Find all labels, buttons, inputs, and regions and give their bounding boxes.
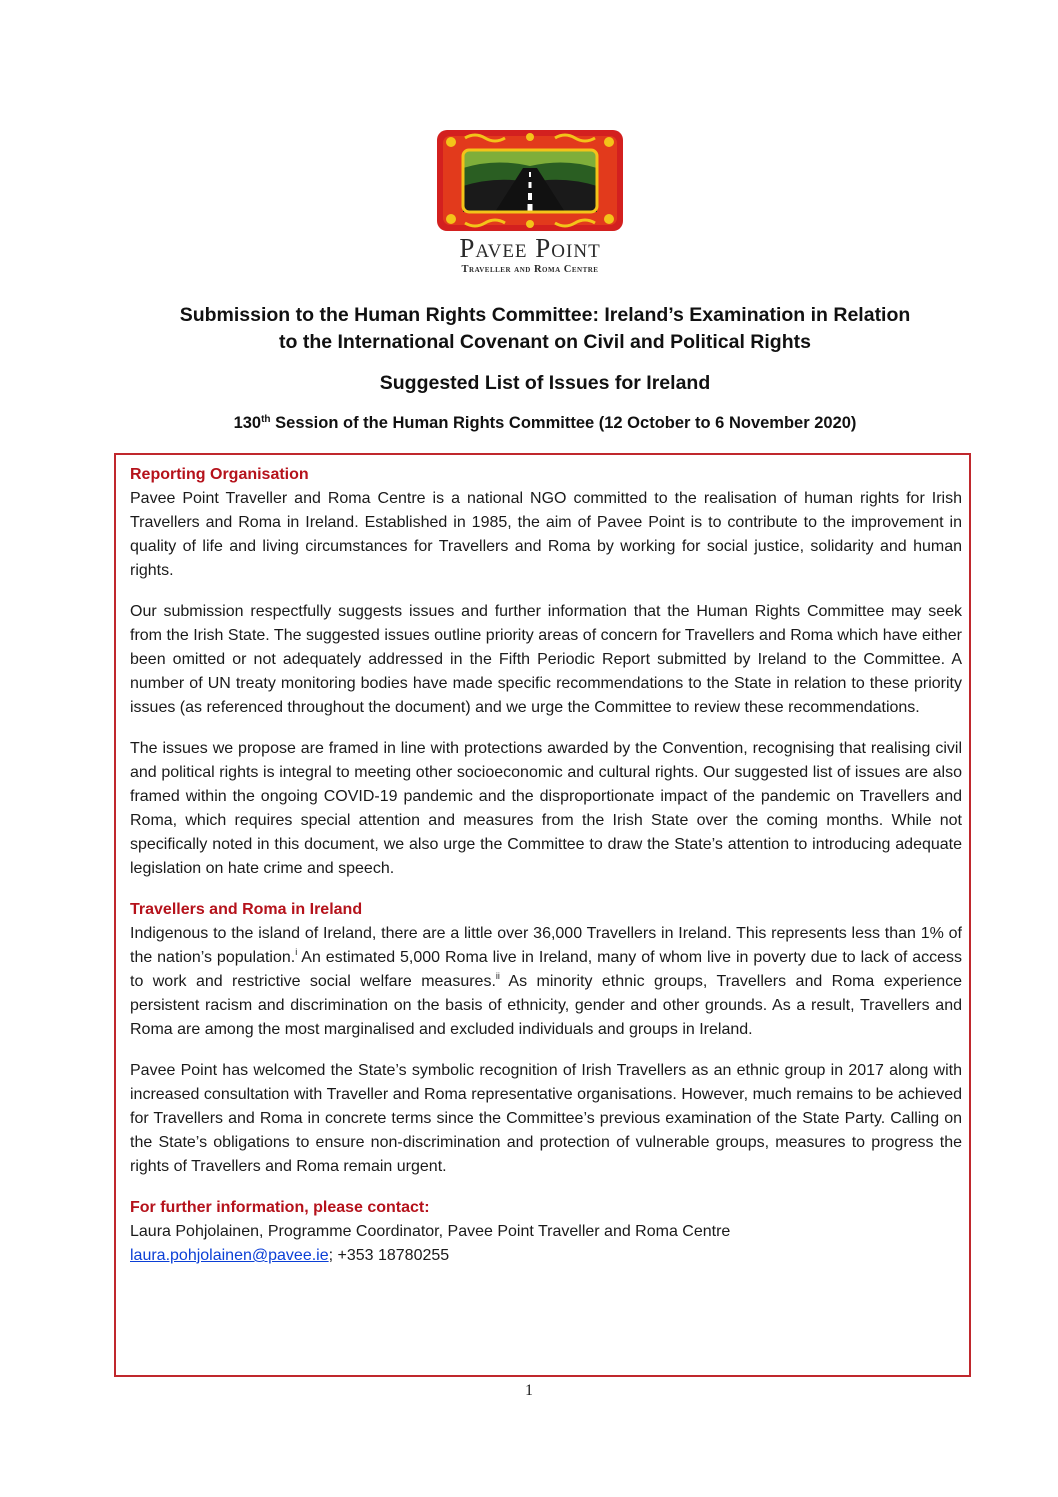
summary-box-content [130, 463, 962, 1268]
contact-name-line: Laura Pohjolainen, Programme Coordinator, Pavee Point Traveller and Roma Centre [130, 1223, 731, 1240]
summary-box [114, 453, 971, 1377]
logo-name: Pavee Point [459, 233, 601, 263]
travellers-paragraph-2: Pavee Point has welcomed the State’s symbolic recognition of Irish Travellers as an ethnic group in 2017 along with increased consultation with Traveller and Roma representative organisations. However, much remains to be achieved for Travellers and Roma in concrete terms since the Committee’s previous examination of the State Party. Calling on the State’s obligations to ensure non-discrimination and protection of vulnerable groups, measures to progress the rights of Travellers and Roma remain urgent. [130, 1062, 962, 1175]
travellers-text-c: As minority ethnic groups, Travellers and Roma experience persistent racism and discrimination on the basis of ethnicity, gender and other grounds. As a result, Travellers and Roma are among the most marginalised and excluded individuals and groups in Ireland. [130, 973, 962, 1038]
reporting-paragraph-1: Pavee Point Traveller and Roma Centre is a national NGO committed to the realisation of human rights for Irish Travellers and Roma in Ireland. Established in 1985, the aim of Pavee Point is to contribute to the improvement in quality of life and living circumstances for Travellers and Roma by working for social justice, solidarity and human rights. [130, 490, 962, 579]
travellers-paragraph-1 [130, 922, 962, 1042]
session-text: Session of the Human Rights Committee (12 October to 6 November 2020) [270, 414, 857, 432]
session-suffix: th [261, 414, 271, 425]
reporting-paragraph-2: Our submission respectfully suggests issues and further information that the Human Rights Committee may seek from the Irish State. The suggested issues outline priority areas of concern for Travellers and Roma which have either been omitted or not adequately addressed in the Fifth Periodic Report submitted by Ireland to the Committee. A number of UN treaty monitoring bodies have made specific recommendations to the State in relation to these priority issues (as referenced throughout the document) and we urge the Committee to review these recommendations. [130, 603, 962, 716]
endnote-ref-i[interactable]: i [295, 947, 298, 957]
logo-emblem-icon [435, 128, 625, 233]
document-subtitle: Suggested List of Issues for Ireland [379, 372, 711, 394]
travellers-roma-heading: Travellers and Roma in Ireland [130, 901, 363, 918]
contact-phone: ; +353 18780255 [328, 1247, 450, 1264]
contact-heading: For further information, please contact: [130, 1199, 430, 1216]
title-line-1: Submission to the Human Rights Committee: Ireland’s Examination in Relation [179, 304, 911, 326]
reporting-paragraph-3: The issues we propose are framed in line with protections awarded by the Convention, recognising that realising civil and political rights is integral to meeting other socioeconomic and cultural rights. Our suggested list of issues are also framed within the ongoing COVID-19 pandemic and the disproportionate impact of the pandemic on Travellers and Roma, which requires special attention and measures from the Irish State over the coming months. While not specifically noted in this document, we also urge the Committee to draw the State’s attention to introducing adequate legislation on hate crime and speech. [130, 740, 962, 877]
document-title [80, 302, 1010, 356]
travellers-text-a: Indigenous to the island of Ireland, there are a little over 36,000 Travellers in Ireland. This represents less than 1% of the nation’s population. [130, 925, 962, 966]
contact-details-line [130, 1244, 962, 1268]
reporting-organisation-heading: Reporting Organisation [130, 466, 309, 483]
page-number: 1 [525, 1382, 533, 1399]
contact-email-link[interactable]: laura.pohjolainen@pavee.ie [130, 1247, 329, 1264]
session-line [80, 411, 1010, 435]
logo-subtitle: Traveller and Roma Centre [461, 264, 599, 275]
travellers-text-b: An estimated 5,000 Roma live in Ireland, many of whom live in poverty due to lack of access to work and restrictive social welfare measures. [130, 949, 963, 990]
endnote-ref-ii[interactable]: ii [495, 971, 500, 981]
session-number: 130 [233, 414, 262, 432]
title-line-2: to the International Covenant on Civil and Political Rights [279, 331, 811, 353]
